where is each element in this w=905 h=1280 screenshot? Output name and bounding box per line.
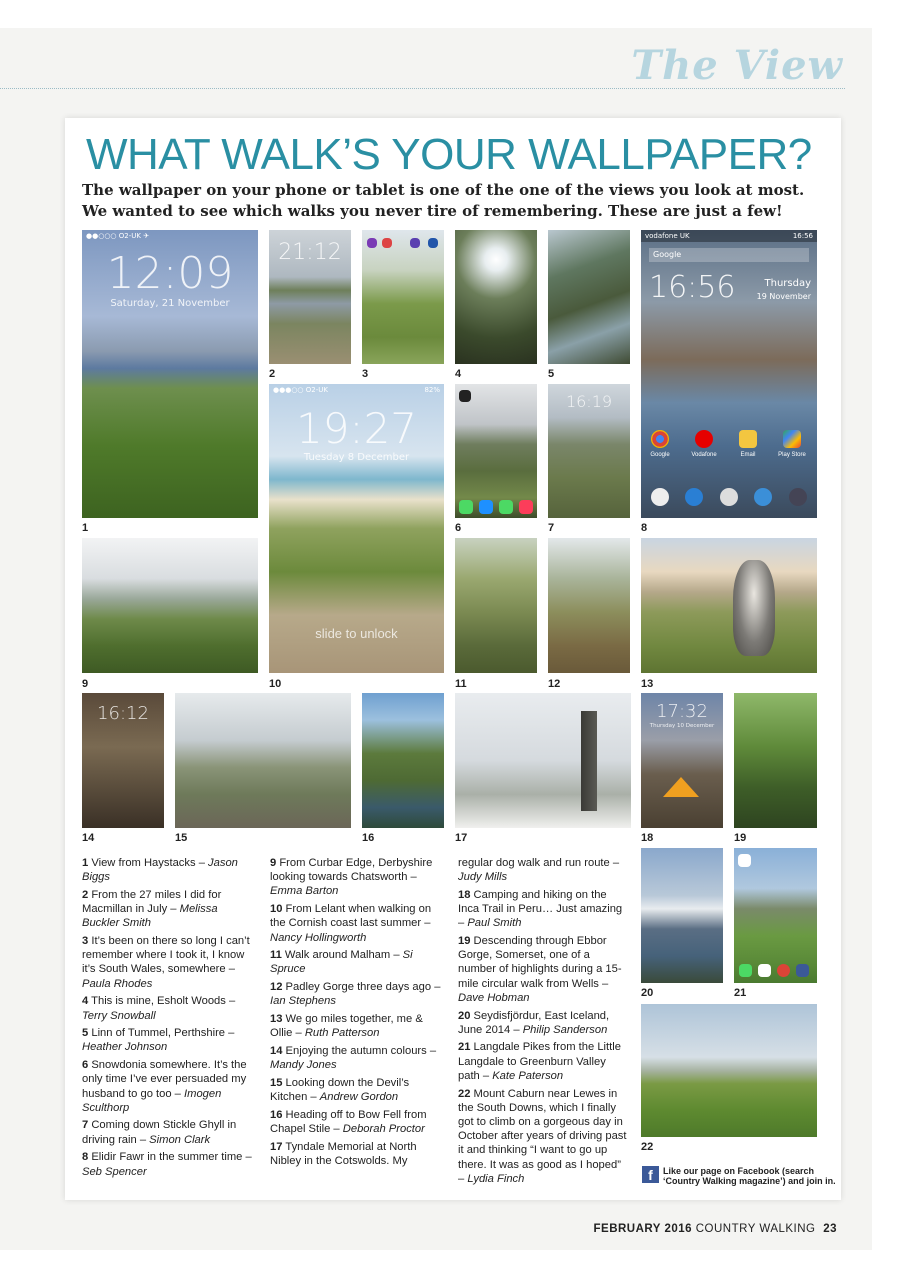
google-search-bar[interactable]: Google: [649, 248, 809, 262]
photo-12[interactable]: [548, 538, 630, 673]
chrome-icon: [777, 964, 790, 977]
app-label-play-store: Play Store: [778, 452, 806, 458]
photo-21[interactable]: [734, 848, 817, 983]
photo-16[interactable]: [362, 693, 444, 828]
photo-number-18: 18: [641, 832, 654, 844]
photo-number-9: 9: [82, 678, 89, 690]
photo-number-2: 2: [269, 368, 276, 380]
photo-19[interactable]: [734, 693, 817, 828]
caption-17: 17 Tyndale Memorial at North Nibley in the Cotswolds. My: [270, 1140, 417, 1167]
dotted-rule: [0, 88, 845, 89]
caption-4: 4 This is mine, Esholt Woods – Terry Snowball: [82, 995, 236, 1022]
music-icon: [519, 500, 533, 514]
photo-number-3: 3: [362, 368, 369, 380]
photo-number-16: 16: [362, 832, 375, 844]
caption-3: 3 It’s been on there so long I can’t remember where I took it, I know it’s South Wales, somewhere – Paula Rhodes: [82, 935, 250, 990]
browser-icon[interactable]: [754, 488, 772, 506]
dog-figure: [733, 560, 775, 656]
music-icon: [758, 964, 771, 977]
photo-9[interactable]: [82, 538, 258, 673]
photo-number-15: 15: [175, 832, 188, 844]
caption-1: 1 View from Haystacks – Jason Biggs: [82, 857, 238, 884]
photo-number-14: 14: [82, 832, 95, 844]
caption-2: 2 From the 27 miles I did for Macmillan in July – Melissa Buckler Smith: [82, 888, 222, 930]
photo-number-11: 11: [455, 678, 467, 690]
facebook-text: Like our page on Facebook (search ‘Country Walking magazine’) and join in.: [663, 1166, 836, 1186]
photo-2[interactable]: [269, 230, 351, 364]
photo-number-21: 21: [734, 987, 747, 999]
status-bar: [641, 230, 817, 242]
app-label-google: Google: [650, 452, 670, 458]
tent-figure: [663, 777, 699, 797]
photo-number-19: 19: [734, 832, 747, 844]
caption-17-continued: regular dog walk and run route – Judy Mills: [458, 857, 620, 884]
photo-1[interactable]: [82, 230, 258, 518]
messages-icon: [499, 500, 513, 514]
caption-11: 11 Walk around Malham – Si Spruce: [270, 949, 413, 976]
lockscreen-time: 19:27: [295, 404, 418, 453]
lockscreen-time: 16:19: [565, 392, 613, 411]
captions-column-1: [82, 856, 254, 1182]
facebook-app-icon: [796, 964, 809, 977]
phone-icon[interactable]: [685, 488, 703, 506]
messages-icon[interactable]: [651, 488, 669, 506]
photo-17[interactable]: [455, 693, 631, 828]
status-time: 16:56: [792, 232, 813, 240]
footer-issue-date: FEBRUARY 2016: [593, 1223, 693, 1235]
phone-icon: [459, 500, 473, 514]
section-masthead: The View: [631, 42, 843, 89]
lockscreen-time: 21:12: [278, 240, 342, 265]
photo-4[interactable]: [455, 230, 537, 364]
facebook-callout[interactable]: [642, 1166, 842, 1190]
app-icon: [428, 238, 438, 248]
caption-19: 19 Descending through Ebbor Gorge, Somerset, one of a number of highlights during a 15-mile circular walk from Wells – Dave Hobman: [458, 935, 622, 1004]
caption-20: 20 Seydisfjördur, East Iceland, June 2014 – Philip Sanderson: [458, 1009, 610, 1036]
page-footer: [594, 1223, 838, 1235]
caption-21: 21 Langdale Pikes from the Little Langdale to Greenburn Valley path – Kate Paterson: [458, 1041, 621, 1082]
photo-10[interactable]: [269, 384, 444, 673]
caption-5: 5 Linn of Tummel, Perthshire – Heather Johnson: [82, 1027, 235, 1054]
caption-22: 22 Mount Caburn near Lewes in the South Downs, which I finally got to climb on a gorgeous day in October after years of driving past it and thinking “I want to go up there. It was as good as I hoped” – Lydia Finch: [458, 1087, 627, 1185]
app-icon: [382, 238, 392, 248]
carrier-label: ●●●○○ O2-UK: [273, 386, 328, 394]
caption-13: 13 We go miles together, me & Ollie – Ruth Patterson: [270, 1013, 423, 1040]
photo-20[interactable]: [641, 848, 723, 983]
photo-5[interactable]: [548, 230, 630, 364]
chrome-icon[interactable]: [651, 430, 669, 448]
slide-to-unlock[interactable]: slide to unlock: [315, 626, 398, 641]
battery-label: 82%: [424, 386, 440, 394]
photo-number-13: 13: [641, 678, 654, 690]
phone-icon: [739, 964, 752, 977]
photo-11[interactable]: [455, 538, 537, 673]
facebook-icon[interactable]: f: [642, 1166, 659, 1183]
app-icon: [410, 238, 420, 248]
standfirst: The wallpaper on your phone or tablet is one of the one of the views you look at most. We wanted to see which walks you never tire of remembering. These are just a few!: [82, 181, 805, 220]
lockscreen-date: Thursday 10 December: [649, 723, 715, 729]
lockscreen-time: 17:32: [656, 701, 708, 722]
clock-widget-time: 16:56: [649, 270, 736, 305]
app-icon: [459, 390, 471, 402]
lockscreen-date: Tuesday 8 December: [303, 452, 410, 463]
apps-drawer-icon[interactable]: [720, 488, 738, 506]
email-icon[interactable]: [739, 430, 757, 448]
photo-15[interactable]: [175, 693, 351, 828]
vodafone-icon[interactable]: [695, 430, 713, 448]
status-bar: [269, 384, 444, 396]
headline: WHAT WALK’S YOUR WALLPAPER?: [86, 130, 812, 179]
caption-10: 10 From Lelant when walking on the Cornish coast last summer – Nancy Hollingworth: [270, 903, 432, 944]
app-icon: [367, 238, 377, 248]
caption-9: 9 From Curbar Edge, Derbyshire looking towards Chatsworth – Emma Barton: [270, 857, 433, 898]
photo-number-10: 10: [269, 678, 282, 690]
photo-number-8: 8: [641, 522, 648, 534]
photo-number-4: 4: [455, 368, 462, 380]
photos-icon: [738, 854, 751, 867]
clock-widget-day: Thursday: [764, 278, 811, 289]
caption-16: 16 Heading off to Bow Fell from Chapel Stile – Deborah Proctor: [270, 1108, 427, 1135]
photo-22[interactable]: [641, 1004, 817, 1137]
lockscreen-time: 12:09: [106, 248, 234, 299]
status-bar: ●●○○○ O2-UK ✈: [86, 232, 150, 240]
photo-6[interactable]: [455, 384, 537, 518]
photo-3[interactable]: [362, 230, 444, 364]
clock-widget-date: 19 November: [756, 292, 811, 301]
app-label-vodafone: Vodafone: [691, 452, 717, 458]
caption-12: 12 Padley Gorge three days ago – Ian Stephens: [270, 981, 441, 1008]
photo-13[interactable]: [641, 538, 817, 673]
photo-number-5: 5: [548, 368, 555, 380]
photo-number-7: 7: [548, 522, 555, 534]
captions-column-3: [458, 856, 630, 1189]
photo-number-22: 22: [641, 1141, 654, 1153]
caption-7: 7 Coming down Stickle Ghyll in driving rain – Simon Clark: [82, 1119, 237, 1146]
caption-8: 8 Elidir Fawr in the summer time – Seb Spencer: [82, 1151, 252, 1178]
play-store-icon[interactable]: [783, 430, 801, 448]
photo-number-1: 1: [82, 522, 89, 534]
caption-6: 6 Snowdonia somewhere. It’s the only time I’ve ever persuaded my husband to go too – Imogen Sculthorp: [82, 1059, 247, 1114]
tyndale-monument: [581, 711, 597, 811]
photo-7[interactable]: [548, 384, 630, 518]
caption-14: 14 Enjoying the autumn colours – Mandy Jones: [270, 1044, 437, 1072]
photo-number-12: 12: [548, 678, 561, 690]
caption-15: 15 Looking down the Devil’s Kitchen – Andrew Gordon: [270, 1076, 410, 1104]
footer-page-number: 23: [823, 1223, 837, 1235]
carrier-label: vodafone UK: [645, 232, 690, 240]
photo-number-17: 17: [455, 832, 468, 844]
captions-column-2: [270, 856, 442, 1172]
photo-14[interactable]: [82, 693, 164, 828]
mail-icon: [479, 500, 493, 514]
lockscreen-date: Saturday, 21 November: [110, 298, 230, 309]
photo-number-20: 20: [641, 987, 654, 999]
footer-magazine-name: COUNTRY WALKING: [695, 1223, 816, 1235]
photo-number-6: 6: [455, 522, 462, 534]
caption-18: 18 Camping and hiking on the Inca Trail in Peru… Just amazing – Paul Smith: [458, 888, 623, 930]
camera-icon[interactable]: [789, 488, 807, 506]
lockscreen-time: 16:12: [97, 703, 149, 724]
photo-8[interactable]: [641, 230, 817, 518]
app-label-email: Email: [740, 452, 756, 458]
photo-18[interactable]: [641, 693, 723, 828]
